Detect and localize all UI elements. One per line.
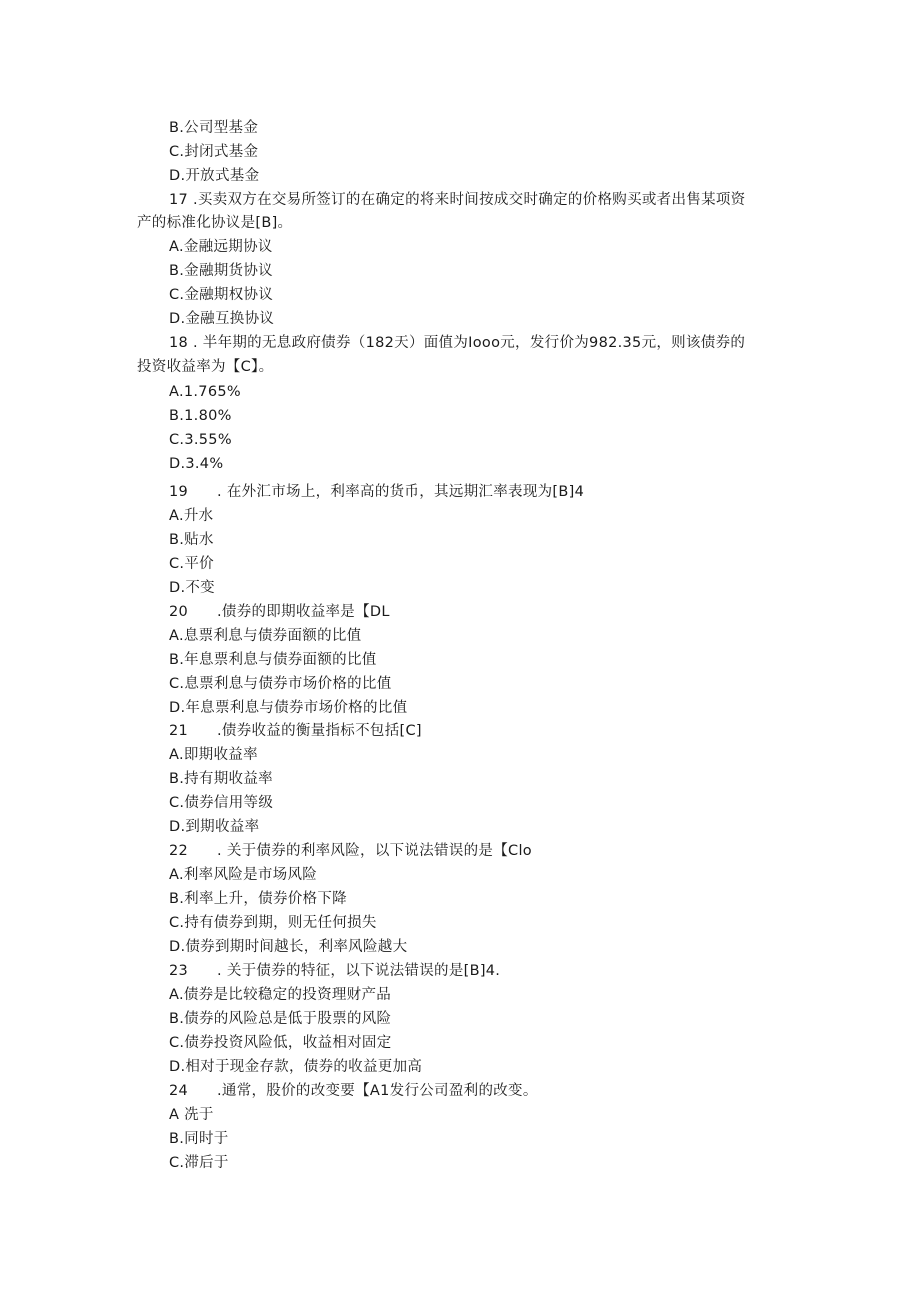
option-line: A 冼于 <box>169 1107 214 1123</box>
question-17-cont: 产的标准化协议是[B]。 <box>137 215 293 231</box>
question-19 <box>169 482 584 502</box>
option-line: A.利率风险是市场风险 <box>169 867 318 883</box>
option-line: D.债券到期时间越长，利率风险越大 <box>169 939 408 955</box>
option-line: A.债券是比较稳定的投资理财产品 <box>169 987 392 1003</box>
option-line: D.相对于现金存款，债券的收益更加高 <box>169 1059 423 1075</box>
question-number: 24 <box>169 1083 189 1099</box>
option-line: B.金融期货协议 <box>169 263 273 279</box>
question-number: 22 <box>169 843 189 859</box>
question-text: .通常，股价的改变要【A1发行公司盈利的改变。 <box>217 1083 538 1099</box>
option-line: A.即期收益率 <box>169 747 258 763</box>
option-line: C.持有债券到期，则无任何损失 <box>169 915 377 931</box>
question-text: . 在外汇市场上，利率高的货币，其远期汇率表现为[B]4 <box>217 484 585 500</box>
option-line: D.金融互换协议 <box>169 311 275 327</box>
option-line: D.年息票利息与债券市场价格的比值 <box>169 700 408 716</box>
option-line: B.利率上升，债券价格下降 <box>169 891 347 907</box>
question-text: . 关于债券的利率风险，以下说法错误的是【Clo <box>217 843 532 859</box>
option-line: C.债券投资风险低，收益相对固定 <box>169 1035 392 1051</box>
option-line: C.封闭式基金 <box>169 144 259 160</box>
question-18-cont: 投资收益率为【C】。 <box>137 359 274 375</box>
question-text: .债券的即期收益率是【DL <box>217 604 390 620</box>
question-number: 21 <box>169 723 189 739</box>
question-22 <box>169 841 532 861</box>
option-line: C.3.55% <box>169 432 232 448</box>
question-23 <box>169 961 500 981</box>
question-number: 23 <box>169 963 189 979</box>
option-line: B.1.80% <box>169 408 232 424</box>
option-line: D.到期收益率 <box>169 819 260 835</box>
option-line: C.金融期权协议 <box>169 287 274 303</box>
option-line: A.金融远期协议 <box>169 239 273 255</box>
option-line: C.债券信用等级 <box>169 795 274 811</box>
question-number: 20 <box>169 604 189 620</box>
option-line: D.不变 <box>169 580 215 596</box>
option-line: B.同时于 <box>169 1131 229 1147</box>
question-18: 18 . 半年期的无息政府债券（182天）面值为Iooo元，发行价为982.35元，则该债券的 <box>169 335 746 351</box>
question-17: 17 .买卖双方在交易所签订的在确定的将来时间按成交时确定的价格购买或者出售某项资 <box>169 192 746 208</box>
option-line: C.息票利息与债券市场价格的比值 <box>169 676 392 692</box>
option-line: C.滞后于 <box>169 1155 229 1171</box>
option-line: A.息票利息与债券面额的比值 <box>169 628 362 644</box>
option-line: B.持有期收益率 <box>169 771 273 787</box>
option-line: B.债券的风险总是低于股票的风险 <box>169 1011 392 1027</box>
option-line: B.公司型基金 <box>169 120 259 136</box>
option-line: C.平价 <box>169 556 214 572</box>
question-number: 19 <box>169 484 189 500</box>
question-20 <box>169 602 390 622</box>
question-text: . 关于债券的特征，以下说法错误的是[B]4. <box>217 963 501 979</box>
question-21 <box>169 721 422 741</box>
option-line: B.年息票利息与债券面额的比值 <box>169 652 377 668</box>
option-line: D.3.4% <box>169 456 224 472</box>
option-line: D.开放式基金 <box>169 168 260 184</box>
question-24 <box>169 1081 538 1101</box>
option-line: B.贴水 <box>169 532 214 548</box>
option-line: A.1.765% <box>169 384 241 400</box>
question-text: .债券收益的衡量指标不包括[C] <box>217 723 422 739</box>
option-line: A.升水 <box>169 508 214 524</box>
